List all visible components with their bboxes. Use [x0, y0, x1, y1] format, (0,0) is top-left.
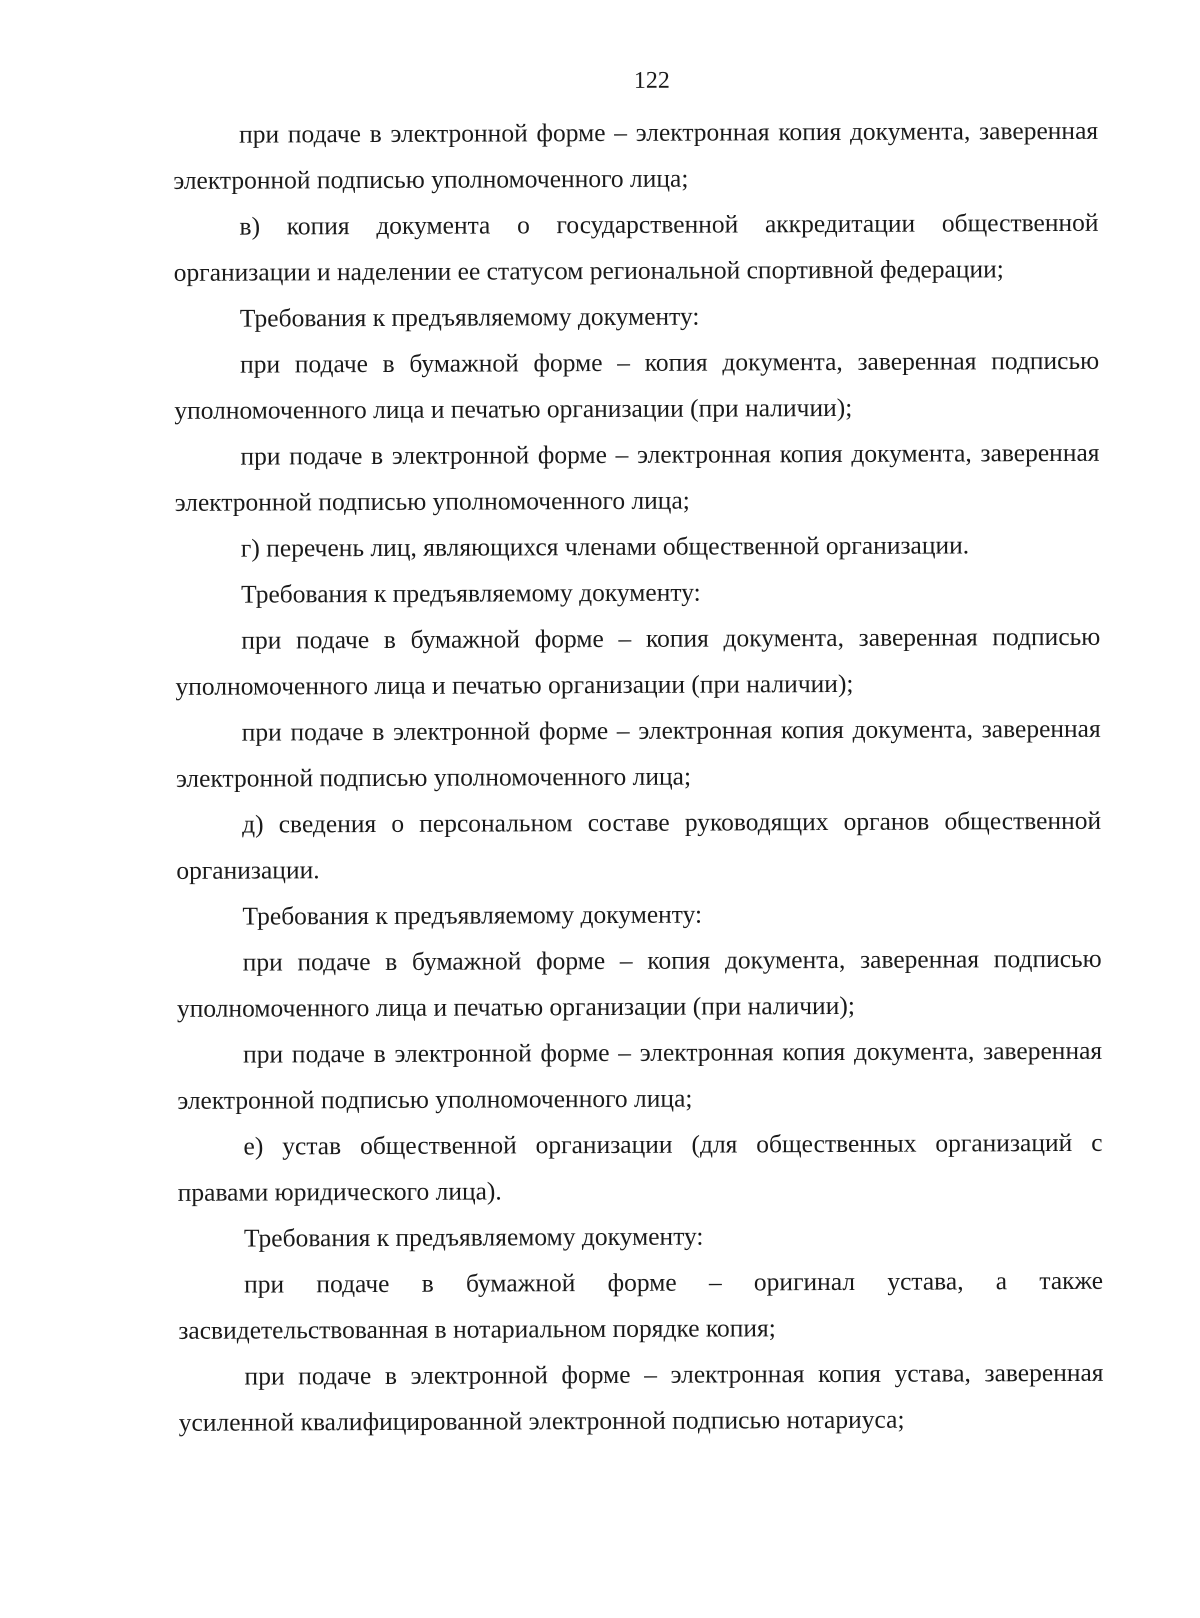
paragraph-electronic-submission-4: при подаче в электронной форме – электронная копия документа, заверенная электронной подписью уполномоченного лица; — [177, 1035, 1103, 1115]
paragraph-item-d: д) сведения о персональном составе руководящих органов общественной организации. — [176, 805, 1102, 885]
paragraph-electronic-submission-2: при подаче в электронной форме – электронная копия документа, заверенная электронной подписью уполномоченного лица; — [174, 437, 1100, 517]
paragraph-paper-submission-4: при подаче в бумажной форме – оригинал устава, а также засвидетельствованная в нотариальном порядке копия; — [178, 1265, 1104, 1345]
paragraph-item-g: г) перечень лиц, являющихся членами общественной организации. — [240, 530, 970, 563]
paragraph-electronic-submission-5: при подаче в электронной форме – электронная копия устава, заверенная усиленной квалифицированной электронной подписью нотариуса; — [178, 1357, 1104, 1437]
paragraph-electronic-submission-1: при подаче в электронной форме – электронная копия документа, заверенная электронной подписью уполномоченного лица; — [173, 115, 1099, 195]
paragraph-electronic-submission-3: при подаче в электронной форме – электронная копия документа, заверенная электронной подписью уполномоченного лица; — [175, 713, 1101, 793]
paragraph-requirements-heading-3: Требования к предъявляемому документу: — [242, 899, 703, 931]
document-body — [173, 108, 1104, 1446]
page-number: 122 — [633, 67, 670, 94]
paragraph-paper-submission-2: при подаче в бумажной форме – копия документа, заверенная подписью уполномоченного лица и печатью организации (при наличии); — [175, 621, 1101, 701]
paragraph-requirements-heading-1: Требования к предъявляемому документу: — [239, 301, 700, 333]
paragraph-paper-submission-1: при подаче в бумажной форме – копия документа, заверенная подписью уполномоченного лица и печатью организации (при наличии); — [174, 345, 1100, 425]
paragraph-requirements-heading-2: Требования к предъявляемому документу: — [241, 577, 701, 609]
paragraph-requirements-heading-4: Требования к предъявляемому документу: — [243, 1221, 704, 1253]
paragraph-item-v: в) копия документа о государственной аккредитации общественной организации и наделении ее статусом региональной спортивной федерации; — [173, 207, 1099, 287]
paragraph-item-e: е) устав общественной организации (для общественных организаций с правами юридического лица). — [177, 1127, 1103, 1207]
paragraph-paper-submission-3: при подаче в бумажной форме – копия документа, заверенная подписью уполномоченного лица и печатью организации (при наличии); — [176, 943, 1102, 1023]
